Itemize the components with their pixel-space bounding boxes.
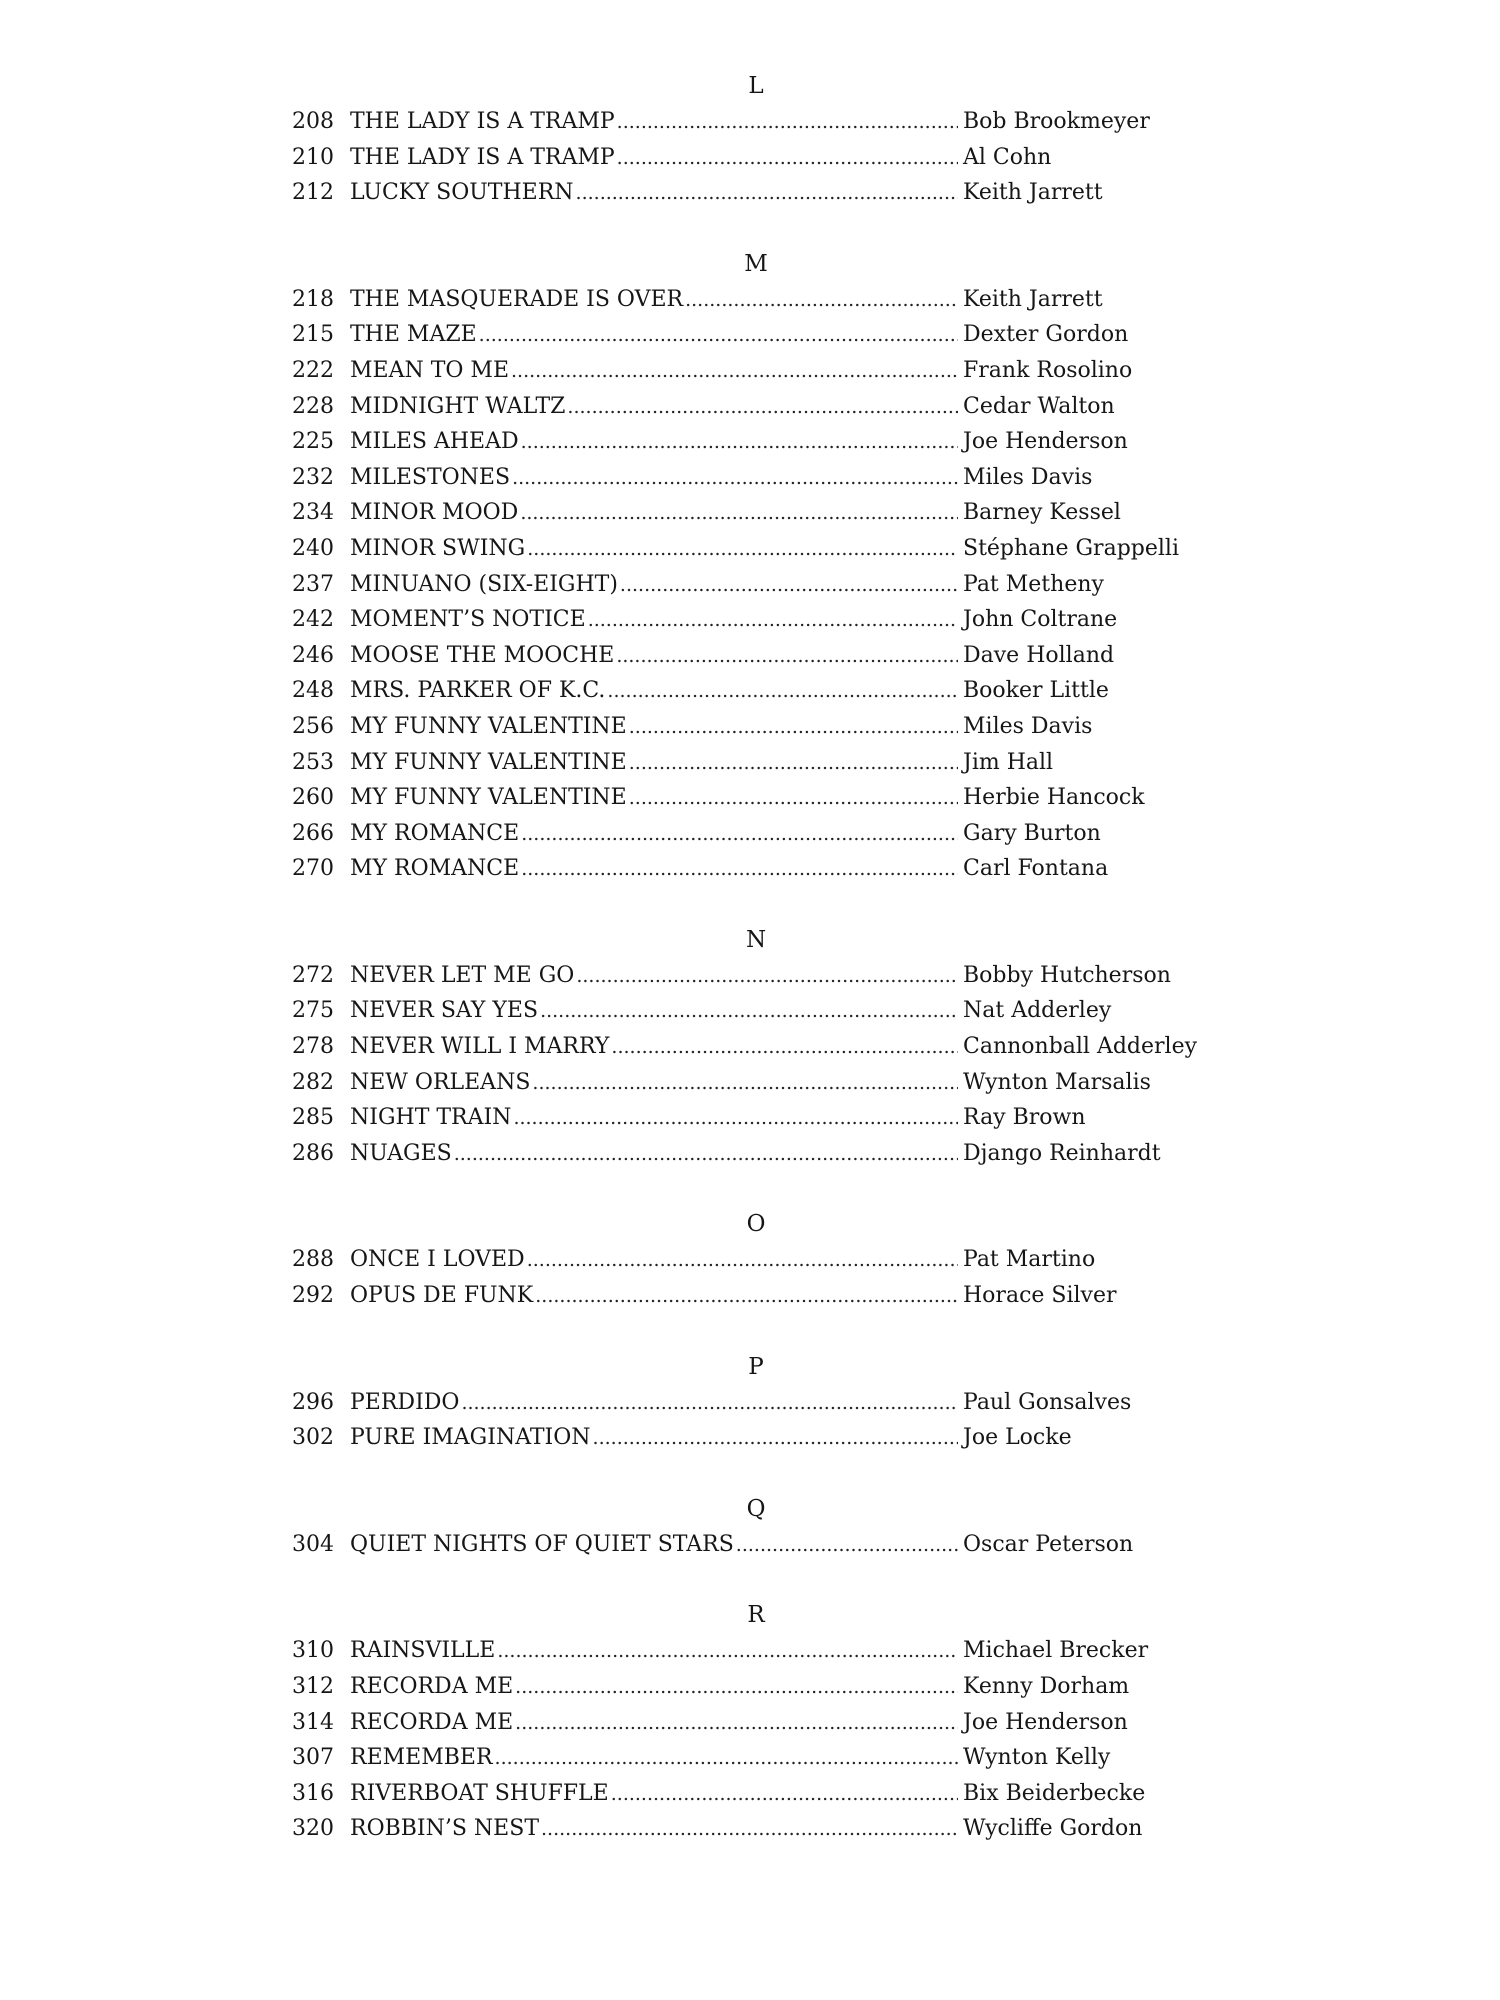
dot-leader bbox=[527, 1243, 958, 1279]
index-entry bbox=[0, 353, 1500, 389]
index-entry bbox=[0, 1242, 1500, 1278]
tune-title: RECORDA ME bbox=[350, 1705, 515, 1741]
tune-title: NIGHT TRAIN bbox=[350, 1100, 513, 1136]
dot-leader bbox=[620, 568, 958, 604]
title-leader bbox=[350, 1669, 958, 1706]
tune-title: MY FUNNY VALENTINE bbox=[350, 745, 629, 781]
artist-name: Django Reinhardt bbox=[963, 1140, 1161, 1166]
page-number: 272 bbox=[292, 962, 334, 988]
tune-title: RIVERBOAT SHUFFLE bbox=[350, 1776, 611, 1812]
page-number: 228 bbox=[292, 393, 334, 419]
dot-leader bbox=[629, 746, 958, 782]
tune-title: RAINSVILLE bbox=[350, 1633, 497, 1669]
page-number: 240 bbox=[292, 535, 334, 561]
tune-title: MEAN TO ME bbox=[350, 353, 511, 389]
artist-name: Wynton Marsalis bbox=[963, 1069, 1151, 1095]
title-leader bbox=[350, 175, 958, 212]
section-letter-heading: P bbox=[748, 1353, 764, 1380]
index-section-q bbox=[0, 1491, 1500, 1563]
tune-title: PERDIDO bbox=[350, 1385, 461, 1421]
tune-title: ROBBIN’S NEST bbox=[350, 1811, 541, 1847]
tune-title: THE MAZE bbox=[350, 317, 479, 353]
dot-leader bbox=[736, 1528, 958, 1564]
artist-name: Frank Rosolino bbox=[963, 357, 1133, 383]
section-letter-heading: Q bbox=[746, 1495, 766, 1522]
artist-name: Bobby Hutcherson bbox=[963, 962, 1171, 988]
dot-leader bbox=[532, 1066, 958, 1102]
index-entry bbox=[0, 104, 1500, 140]
page-number: 260 bbox=[292, 785, 334, 811]
index-entry bbox=[0, 745, 1500, 781]
artist-name: Pat Martino bbox=[963, 1247, 1096, 1273]
tune-title: PURE IMAGINATION bbox=[350, 1420, 593, 1456]
tune-title: MINOR MOOD bbox=[350, 495, 520, 531]
index-entry bbox=[0, 389, 1500, 425]
page-number: 210 bbox=[292, 144, 334, 170]
dot-leader bbox=[629, 781, 958, 817]
title-leader bbox=[350, 317, 958, 354]
artist-name: Pat Metheny bbox=[963, 571, 1104, 597]
dot-leader bbox=[617, 105, 958, 141]
tune-title: LUCKY SOUTHERN bbox=[350, 175, 576, 211]
tune-title: MILESTONES bbox=[350, 460, 512, 496]
page-number: 302 bbox=[292, 1425, 334, 1451]
page-number: 312 bbox=[292, 1674, 334, 1699]
tune-title: THE MASQUERADE IS OVER bbox=[350, 282, 685, 318]
section-letter-heading: N bbox=[745, 926, 767, 953]
dot-leader bbox=[495, 1741, 958, 1777]
index-entry bbox=[0, 140, 1500, 176]
tune-title: MRS. PARKER OF K.C. bbox=[350, 673, 607, 709]
page-number: 320 bbox=[292, 1816, 334, 1842]
index-page bbox=[0, 68, 1500, 1847]
title-leader bbox=[350, 1278, 958, 1315]
title-leader bbox=[350, 851, 958, 888]
page-number: 256 bbox=[292, 713, 334, 739]
index-entry bbox=[0, 1705, 1500, 1741]
artist-name: Michael Brecker bbox=[963, 1638, 1149, 1664]
index-entry bbox=[0, 1740, 1500, 1776]
title-leader bbox=[350, 495, 958, 532]
title-leader bbox=[350, 602, 958, 639]
dot-leader bbox=[616, 639, 958, 675]
tune-title: MOOSE THE MOOCHE bbox=[350, 638, 616, 674]
tune-title: QUIET NIGHTS OF QUIET STARS bbox=[350, 1527, 736, 1563]
page-number: 296 bbox=[292, 1389, 334, 1415]
index-entry bbox=[0, 1136, 1500, 1172]
artist-name: Dave Holland bbox=[963, 642, 1115, 668]
title-leader bbox=[350, 1136, 958, 1173]
dot-leader bbox=[479, 318, 958, 354]
tune-title: OPUS DE FUNK bbox=[350, 1278, 535, 1314]
index-section-r bbox=[0, 1597, 1500, 1847]
page-number: 310 bbox=[292, 1638, 334, 1664]
page-number: 275 bbox=[292, 998, 334, 1024]
section-letter-heading: R bbox=[747, 1602, 765, 1629]
dot-leader bbox=[611, 1030, 958, 1066]
dot-leader bbox=[520, 496, 958, 532]
dot-leader bbox=[567, 390, 958, 426]
artist-name: Miles Davis bbox=[963, 464, 1093, 490]
dot-leader bbox=[607, 674, 958, 710]
index-entry bbox=[0, 1385, 1500, 1421]
section-letter-heading: M bbox=[744, 250, 768, 277]
dot-leader bbox=[576, 959, 958, 995]
page-number: 248 bbox=[292, 678, 334, 704]
title-leader bbox=[350, 1100, 958, 1137]
index-entry bbox=[0, 1633, 1500, 1669]
title-leader bbox=[350, 531, 958, 568]
tune-title: MIDNIGHT WALTZ bbox=[350, 389, 567, 425]
dot-leader bbox=[588, 603, 958, 639]
artist-name: Bob Brookmeyer bbox=[963, 109, 1150, 134]
section-letter-heading: O bbox=[746, 1211, 766, 1238]
title-leader bbox=[350, 1740, 958, 1777]
dot-leader bbox=[461, 1386, 958, 1422]
index-entry bbox=[0, 780, 1500, 816]
title-leader bbox=[350, 460, 958, 497]
artist-name: Wynton Kelly bbox=[963, 1745, 1111, 1771]
page-number: 285 bbox=[292, 1105, 334, 1131]
page-number: 292 bbox=[292, 1283, 334, 1309]
title-leader bbox=[350, 993, 958, 1030]
page-number: 307 bbox=[292, 1745, 334, 1771]
artist-name: Carl Fontana bbox=[963, 856, 1109, 882]
title-leader bbox=[350, 389, 958, 426]
index-entry bbox=[0, 1065, 1500, 1101]
artist-name: Horace Silver bbox=[963, 1283, 1117, 1309]
index-section-p bbox=[0, 1349, 1500, 1456]
index-entry bbox=[0, 317, 1500, 353]
title-leader bbox=[350, 816, 958, 853]
title-leader bbox=[350, 282, 958, 319]
page-number: 234 bbox=[292, 500, 334, 526]
tune-title: MY ROMANCE bbox=[350, 816, 521, 852]
section-letter-heading: L bbox=[748, 73, 764, 99]
title-leader bbox=[350, 958, 958, 995]
index-entry bbox=[0, 993, 1500, 1029]
tune-title: NEVER SAY YES bbox=[350, 993, 540, 1029]
title-leader bbox=[350, 1776, 958, 1813]
dot-leader bbox=[521, 852, 958, 888]
index-entry bbox=[0, 531, 1500, 567]
dot-leader bbox=[454, 1137, 958, 1173]
title-leader bbox=[350, 1029, 958, 1066]
artist-name: Wycliffe Gordon bbox=[963, 1816, 1143, 1842]
artist-name: John Coltrane bbox=[963, 607, 1118, 633]
artist-name: Jim Hall bbox=[963, 749, 1054, 775]
title-leader bbox=[350, 1527, 958, 1564]
tune-title: RECORDA ME bbox=[350, 1669, 515, 1705]
dot-leader bbox=[576, 176, 958, 212]
index-entry bbox=[0, 958, 1500, 994]
index-entry bbox=[0, 673, 1500, 709]
page-number: 212 bbox=[292, 180, 334, 206]
page-number: 286 bbox=[292, 1140, 334, 1166]
title-leader bbox=[350, 1811, 958, 1848]
page-number: 304 bbox=[292, 1531, 334, 1557]
artist-name: Cedar Walton bbox=[963, 393, 1115, 419]
artist-name: Nat Adderley bbox=[963, 998, 1112, 1024]
artist-name: Booker Little bbox=[963, 678, 1109, 704]
index-entry bbox=[0, 282, 1500, 318]
page-number: 282 bbox=[292, 1069, 334, 1095]
artist-name: Gary Burton bbox=[963, 820, 1101, 846]
artist-name: Keith Jarrett bbox=[963, 286, 1103, 312]
index-entry bbox=[0, 1420, 1500, 1456]
page-number: 222 bbox=[292, 357, 334, 383]
title-leader bbox=[350, 140, 958, 177]
title-leader bbox=[350, 1242, 958, 1279]
title-leader bbox=[350, 780, 958, 817]
artist-name: Dexter Gordon bbox=[963, 322, 1129, 348]
artist-name: Barney Kessel bbox=[963, 500, 1121, 526]
page-number: 288 bbox=[292, 1247, 334, 1273]
index-entry bbox=[0, 1527, 1500, 1563]
dot-leader bbox=[527, 532, 958, 568]
page-number: 246 bbox=[292, 642, 334, 668]
dot-leader bbox=[521, 817, 958, 853]
dot-leader bbox=[513, 1101, 958, 1137]
tune-title: NEVER WILL I MARRY bbox=[350, 1029, 611, 1065]
dot-leader bbox=[541, 1812, 958, 1848]
dot-leader bbox=[617, 141, 958, 177]
page-number: 253 bbox=[292, 749, 334, 775]
page-number: 266 bbox=[292, 820, 334, 846]
artist-name: Paul Gonsalves bbox=[963, 1389, 1132, 1415]
title-leader bbox=[350, 1705, 958, 1742]
artist-name: Oscar Peterson bbox=[963, 1531, 1134, 1557]
dot-leader bbox=[611, 1777, 958, 1813]
artist-name: Kenny Dorham bbox=[963, 1674, 1130, 1699]
tune-title: THE LADY IS A TRAMP bbox=[350, 104, 617, 140]
title-leader bbox=[350, 1385, 958, 1422]
dot-leader bbox=[512, 461, 958, 497]
dot-leader bbox=[535, 1279, 958, 1315]
title-leader bbox=[350, 1420, 958, 1457]
page-number: 278 bbox=[292, 1034, 334, 1060]
title-leader bbox=[350, 1065, 958, 1102]
title-leader bbox=[350, 567, 958, 604]
page-number: 314 bbox=[292, 1709, 334, 1735]
tune-title: MINOR SWING bbox=[350, 531, 527, 567]
tune-title: MOMENT’S NOTICE bbox=[350, 602, 588, 638]
index-entry bbox=[0, 1278, 1500, 1314]
tune-title: ONCE I LOVED bbox=[350, 1242, 527, 1278]
index-entry bbox=[0, 460, 1500, 496]
artist-name: Cannonball Adderley bbox=[963, 1034, 1198, 1060]
artist-name: Miles Davis bbox=[963, 713, 1093, 739]
index-entry bbox=[0, 567, 1500, 603]
index-entry bbox=[0, 424, 1500, 460]
index-entry bbox=[0, 816, 1500, 852]
dot-leader bbox=[540, 994, 958, 1030]
artist-name: Bix Beiderbecke bbox=[963, 1780, 1146, 1806]
index-entry bbox=[0, 602, 1500, 638]
tune-title: MILES AHEAD bbox=[350, 424, 521, 460]
page-number: 215 bbox=[292, 322, 334, 348]
index-entry bbox=[0, 1100, 1500, 1136]
tune-title: MY FUNNY VALENTINE bbox=[350, 780, 629, 816]
page-number: 208 bbox=[292, 109, 334, 134]
dot-leader bbox=[515, 1670, 958, 1706]
title-leader bbox=[350, 709, 958, 746]
index-section-l bbox=[0, 68, 1500, 211]
title-leader bbox=[350, 745, 958, 782]
title-leader bbox=[350, 638, 958, 675]
index-entry bbox=[0, 1776, 1500, 1812]
tune-title: REMEMBER bbox=[350, 1740, 495, 1776]
artist-name: Joe Henderson bbox=[963, 1709, 1128, 1735]
index-entry bbox=[0, 1669, 1500, 1705]
dot-leader bbox=[593, 1421, 958, 1457]
tune-title: MINUANO (SIX-EIGHT) bbox=[350, 567, 620, 603]
index-section-o bbox=[0, 1206, 1500, 1313]
artist-name: Joe Locke bbox=[963, 1425, 1072, 1451]
tune-title: MY ROMANCE bbox=[350, 851, 521, 887]
artist-name: Herbie Hancock bbox=[963, 785, 1145, 811]
tune-title: NEVER LET ME GO bbox=[350, 958, 576, 994]
dot-leader bbox=[497, 1634, 958, 1670]
index-entry bbox=[0, 851, 1500, 887]
artist-name: Joe Henderson bbox=[963, 429, 1128, 455]
index-entry bbox=[0, 495, 1500, 531]
dot-leader bbox=[685, 283, 958, 319]
title-leader bbox=[350, 424, 958, 461]
index-entry bbox=[0, 638, 1500, 674]
dot-leader bbox=[521, 425, 958, 461]
tune-title: MY FUNNY VALENTINE bbox=[350, 709, 629, 745]
page-number: 232 bbox=[292, 464, 334, 490]
index-section-m bbox=[0, 246, 1500, 887]
page-number: 316 bbox=[292, 1780, 334, 1806]
artist-name: Ray Brown bbox=[963, 1105, 1086, 1131]
dot-leader bbox=[515, 1706, 958, 1742]
artist-name: Stéphane Grappelli bbox=[963, 535, 1179, 561]
index-entry bbox=[0, 175, 1500, 211]
page-number: 270 bbox=[292, 856, 334, 882]
title-leader bbox=[350, 353, 958, 390]
title-leader bbox=[350, 104, 958, 141]
page-number: 242 bbox=[292, 607, 334, 633]
title-leader bbox=[350, 673, 958, 710]
dot-leader bbox=[629, 710, 958, 746]
page-number: 225 bbox=[292, 429, 334, 455]
tune-title: NUAGES bbox=[350, 1136, 454, 1172]
dot-leader bbox=[511, 354, 958, 390]
title-leader bbox=[350, 1633, 958, 1670]
index-entry bbox=[0, 1029, 1500, 1065]
tune-title: THE LADY IS A TRAMP bbox=[350, 140, 617, 176]
index-entry bbox=[0, 1811, 1500, 1847]
index-section-n bbox=[0, 922, 1500, 1172]
tune-title: NEW ORLEANS bbox=[350, 1065, 532, 1101]
page-number: 218 bbox=[292, 286, 334, 312]
index-entry bbox=[0, 709, 1500, 745]
artist-name: Keith Jarrett bbox=[963, 180, 1103, 206]
artist-name: Al Cohn bbox=[963, 144, 1052, 170]
page-number: 237 bbox=[292, 571, 334, 597]
